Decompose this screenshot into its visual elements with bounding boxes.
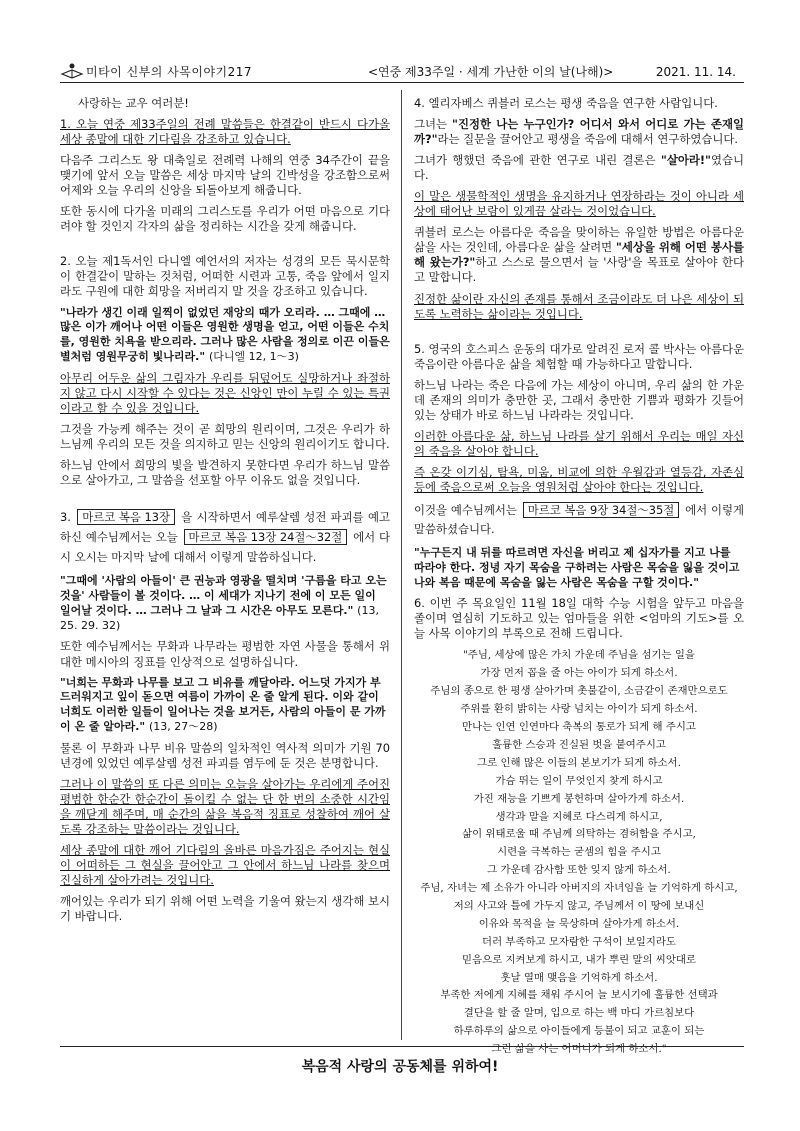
prayer-line: 생각과 말을 지혜로 다스리게 하시고, <box>495 810 663 823</box>
column-divider <box>401 90 402 1040</box>
page-header <box>60 64 744 83</box>
section-3-body-2: 물론 이 무화과 나무 비유 말씀의 일차적인 역사적 의미가 기원 70년경에 있었던 예루살렘 성전 파괴를 염두에 둔 것은 분명합니다. <box>60 740 390 770</box>
prayer-line: 삶이 위태로울 때 주님께 의탁하는 겸허함을 주시고, <box>462 828 696 841</box>
section-3-lead: 3. 마르코 복음 13장 을 시작하면서 예루살렘 성전 파괴를 예고하신 예수님께서는 오늘 마르코 복음 13장 24절～32절 에서 다시 오시는 마지막 날에 대해서 이렇게 말씀하십니다. <box>60 510 390 565</box>
section-4-body-5: 진정한 삶이란 자신의 존재를 통해서 조금이라도 더 나은 세상이 되도록 노력하는 삶이라는 것입니다. <box>414 291 744 321</box>
prayer-line: 주님, 자녀는 제 소유가 아니라 아버지의 자녀임을 늘 기억하게 하시고, <box>420 882 738 895</box>
scripture-ref-box: 마르코 복음 13장 24절～32절 <box>184 529 348 545</box>
prayer-line: 훗날 열매 맺음을 기억하게 하소서. <box>500 971 658 984</box>
section-6-lead: 6. 이번 주 목요일인 11월 18일 대학 수능 시험을 앞두고 마음을 졸이며 열심히 기도하고 있는 엄마들을 위한 <엄마의 기도>를 오늘 사목 이야기의 부록으로 전해 드립니다. <box>414 596 744 641</box>
prayer-line: 훌륭한 스승과 진실된 벗을 붙여주시고 <box>492 738 666 751</box>
prayer-line: 결단을 할 줄 알며, 입으로 하는 백 마디 가르침보다 <box>463 1007 695 1020</box>
prayer-line: 주위를 환히 밝히는 사랑 넘치는 아이가 되게 하소서. <box>460 703 698 716</box>
scripture-ref-box: 마르코 복음 9장 34절～35절 <box>523 502 680 518</box>
prayer-line: 부족한 저에게 지혜를 채워 주시어 늘 보시기에 훌륭한 선택과 <box>440 989 718 1002</box>
prayer-line: 가장 먼저 꼽을 줄 아는 아이가 되게 하소서. <box>480 667 678 680</box>
mark-quote: "그때에 '사람의 아들이' 큰 권능과 영광을 떨치며 '구름을 타고 오는 것을' 사람들이 볼 것이다. … 이 세대가 지나기 전에 이 모든 일이 일어날 것이다. … 그러나 그 날과 그 시간은 아무도 모른다." (13, 25. 29. 32) <box>60 574 387 632</box>
mark-9-quote: "누구든지 내 뒤를 따르려면 자신을 버리고 제 십자가를 지고 나를 따라야 한다. 정녕 자기 목숨을 구하려는 사람은 목숨을 잃을 것이고 나와 복음 때문에 목숨을 잃는 사람은 목숨을 구할 것이다." <box>414 545 740 589</box>
right-column <box>414 96 744 1059</box>
prayer-line: 믿음으로 지켜보게 하시고, 내가 뿌린 말의 씨앗대로 <box>462 953 696 966</box>
mothers-prayer <box>414 647 744 1058</box>
prayer-line: 그런 삶을 사는 어머니가 되게 하소서." <box>491 1043 667 1056</box>
left-column <box>60 96 390 930</box>
daniel-citation: (다니엘 12, 1～3) <box>208 350 299 364</box>
footer-divider <box>60 1046 744 1047</box>
section-4-lead: 4. 엘리자베스 퀴블러 로스는 평생 죽음을 연구한 사람입니다. <box>414 96 718 110</box>
fig-tree-quote: "너희는 무화과 나무를 보고 그 비유를 깨달아라. 어느덧 가지가 부드러워지고 잎이 돋으면 여름이 가까이 온 줄 알게 된다. 이와 같이 너희도 이러한 일들이 일어나는 것을 보거든, 사람의 아들이 문 가까이 온 줄 알아라." (13, 27～28) <box>60 675 386 734</box>
scripture-ref-box: 마르코 복음 13장 <box>77 509 175 525</box>
prayer-line: 이유와 목적을 늘 묵상하며 살아가게 하소서. <box>478 917 680 930</box>
section-2-lead: 2. 오늘 제1독서인 다니엘 예언서의 저자는 성경의 모든 묵시문학이 한결같이 말하는 것처럼, 어떠한 시련과 고통, 죽음 앞에서 일지라도 구원에 대한 희망을 저버리지 말 것을 강조하고 있습니다. <box>60 254 390 299</box>
prayer-line: 주님의 종으로 한 평생 살아가며 촛불같이, 소금같이 존재만으로도 <box>430 685 728 698</box>
prayer-line: 가진 재능을 기쁘게 봉헌하며 살아가게 하소서. <box>473 792 685 805</box>
section-5-body-4: 이것을 예수님께서는 마르코 복음 9장 34절～35절 에서 이렇게 말씀하셨습니다. <box>414 503 744 537</box>
prayer-line: 그 가운데 감사함 또한 잊지 않게 하소서. <box>487 864 671 877</box>
section-1-body-2: 또한 동시에 다가올 미래의 그리스도를 우리가 어떤 마음으로 기다려야 할 것인지 각자의 삶을 정리하는 시간을 갖게 해줍니다. <box>60 204 390 234</box>
prayer-line: 그로 인해 많은 이들의 본보기가 되게 하소서. <box>477 756 681 769</box>
section-3-body: 또한 예수님께서는 무화과 나무라는 평범한 자연 사물을 통해서 위대한 메시아의 징표를 인상적으로 설명하십니다. <box>60 639 390 669</box>
section-3-body-4: 세상 종말에 대한 깨어 기다림의 올바른 마음가짐은 주어지는 현실이 어떠하든 그 현실을 끌어안고 그 안에서 하느님 나라를 찾으며 진실하게 살아가려는 것입니다. <box>60 843 390 888</box>
daniel-quote: "나라가 생긴 이래 일찍이 없었던 재앙의 때가 오리라. … 그때에 … 많은 이가 깨어나 어떤 이들은 영원한 생명을 얻고, 어떤 이들은 수치를, 영원한 치욕을 받으리라. 그러나 많은 사람을 정의로 이끈 이들은 별처럼 영원무궁히 빛나리라." (다니엘 12, 1～3) <box>60 305 390 364</box>
header-date: 2021. 11. 14. <box>655 65 736 79</box>
section-4-body: 그녀는 "진정한 나는 누구인가? 어디서 와서 어디로 가는 존재일까?"라는 질문을 끌어안고 평생을 죽음에 대해서 연구하였습니다. <box>414 117 744 147</box>
prayer-line: 더러 부족하고 모자람한 구석이 보일지라도 <box>482 935 676 948</box>
section-4-body-4: 퀴블러 로스는 아름다운 죽음을 맞이하는 유일한 방법은 아름다운 삶을 사는 것인데, 아름다운 삶을 살려면 "세상을 위해 어떤 봉사를 해 왔는가?"하고 스스로 물으면서 늘 '사랑'을 목표로 살아야 한다고 말합니다. <box>414 225 744 285</box>
section-5-lead: 5. 영국의 호스피스 운동의 대가로 알려진 로저 콜 박사는 아름다운 죽음이란 아름다운 삶을 체험할 때 가능하다고 말합니다. <box>414 341 744 371</box>
section-2-body: 아무리 어두운 삶의 그림자가 우리를 뒤덮어도 실망하거나 좌절하지 않고 다시 시작할 수 있다는 것은 신앙인 만이 누릴 수 있는 특권이라고 할 수 있을 것입니다. <box>60 370 390 415</box>
book-icon <box>60 62 84 80</box>
prayer-line: 가슴 뛰는 일이 무엇인지 찾게 하시고 <box>495 774 663 787</box>
prayer-line: 하루하루의 삶으로 아이들에게 등불이 되고 교훈이 되는 <box>453 1025 705 1038</box>
prayer-line: 시련을 극복하는 굳셈의 힘을 주시고 <box>497 846 661 859</box>
header-title: 미타이 신부의 사목이야기217 <box>86 65 253 79</box>
section-4-body-2: 그녀가 행했던 죽음에 관한 연구로 내린 결론은 "살아라!"였습니다. <box>414 153 744 183</box>
section-2-body-2: 그것을 가능케 해주는 것이 곧 희망의 원리이며, 그것은 우리가 하느님께 우리의 모든 것을 의지하고 믿는 신앙의 원리이기도 합니다. <box>60 422 390 452</box>
header-subtitle: <연중 제33주일 · 세계 가난한 이의 날(나해)> <box>368 65 614 79</box>
prayer-line: 만나는 인연 인연마다 축복의 통로가 되게 해 주시고 <box>462 721 696 734</box>
section-5-body: 하느님 나라는 죽은 다음에 가는 세상이 아니며, 우리 삶의 한 가운데 존재의 의미가 충만한 곳, 그래서 충만한 기쁨과 평화가 깃들어 있는 상태가 바로 하느님 나라라는 것입니다. <box>414 377 744 422</box>
section-4-body-3: 이 말은 생물학적인 생명을 유지하거나 연장하라는 것이 아니라 세상에 태어난 보람이 있게끔 살라는 것이었습니다. <box>414 189 744 219</box>
section-5-body-3: 즉 온갖 이기심, 탐욕, 미움, 비교에 의한 우월감과 열등감, 자존심 등에 죽음으로써 오늘을 영원처럼 살아야 한다는 것입니다. <box>414 464 744 494</box>
section-3-body-3: 그러나 이 말씀의 또 다른 의미는 오늘을 살아가는 우리에게 주어진 평범한 한순간 한순간이 돌이킬 수 없는 단 한 번의 소중한 시간임을 깨닫게 해주며, 매 순간의 삶을 복음적 징표로 성찰하여 깨어 살도록 강조하는 말씀이라는 것입니다. <box>60 777 390 837</box>
section-2-body-3: 하느님 안에서 희망의 빛을 발견하지 못한다면 우리가 하느님 말씀으로 살아가고, 그 말씀을 선포할 아무 이유도 없을 것입니다. <box>60 458 390 488</box>
section-3-body-5: 깨어있는 우리가 되기 위해 어떤 노력을 기울여 왔는지 생각해 보시기 바랍니다. <box>60 894 390 924</box>
section-1-body: 다음주 그리스도 왕 대축일로 전례력 나해의 연중 34주간이 끝을 맺기에 앞서 오늘 말씀은 세상 마지막 날의 긴박성을 강조함으로써 어제와 오늘 우리의 신앙을 되돌아보게 해줍니다. <box>60 153 390 198</box>
prayer-line: "주님, 세상에 많은 가치 가운데 주님을 섬기는 일을 <box>463 649 695 662</box>
section-5-body-2: 이러한 아름다운 삶, 하느님 나라를 살기 위해서 우리는 매일 자신의 죽음을 살아야 합니다. <box>414 428 744 458</box>
footer-motto: 복음적 사랑의 공동체를 위하여! <box>301 1059 499 1075</box>
section-1-lead: 1. 오늘 연중 제33주일의 전례 말씀들은 한결같이 반드시 다가올 세상 종말에 대한 기다림을 강조하고 있습니다. <box>60 117 390 147</box>
prayer-line: 저의 사고와 틀에 가두지 않고, 주님께서 이 땅에 보내신 <box>453 899 705 912</box>
greeting: 사랑하는 교우 여러분! <box>78 96 189 110</box>
